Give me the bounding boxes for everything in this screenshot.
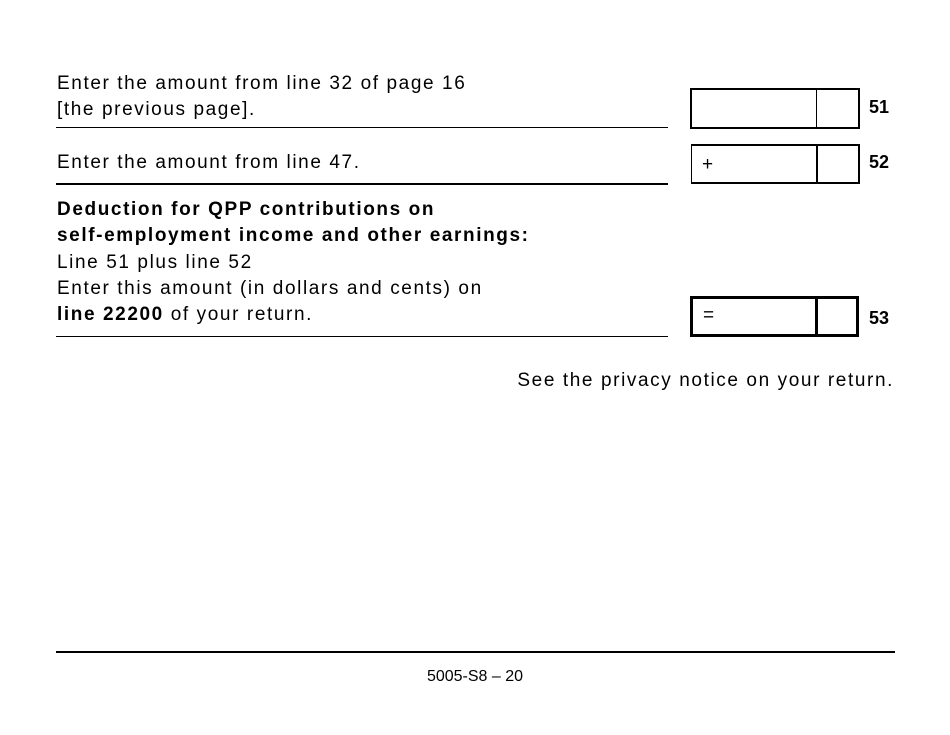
line-53-text: Line 51 plus line 52 [57,252,253,273]
section-heading: Deduction for QPP contributions on [57,199,436,220]
divider [56,127,668,128]
line-53-instruction: Enter this amount (in dollars and cents) on [57,278,483,299]
plus-sign: + [702,154,714,175]
divider [56,183,668,185]
line-52-text: Enter the amount from line 47. [57,152,361,173]
line-53-instruction-cont [57,302,313,328]
line-52-amount-field[interactable] [691,144,860,184]
privacy-notice: See the privacy notice on your return. [517,370,894,391]
line-51-amount-field[interactable] [690,88,860,129]
line-51-text: Enter the amount from line 32 of page 16 [57,73,467,94]
page-footer: 5005-S8 – 20 [426,668,524,685]
line-number-53: 53 [869,308,890,328]
footer-rule [56,651,895,653]
line-53-amount-field[interactable] [690,296,859,337]
divider [56,336,668,337]
line-51-text-cont: [the previous page]. [57,99,256,120]
line-number-51: 51 [869,97,890,117]
line-number-52: 52 [869,152,890,172]
section-heading-cont: self-employment income and other earnings: [57,225,530,246]
equals-sign: = [703,305,715,326]
line-53-instruction-rest: of your return. [163,304,313,325]
line-reference: line 22200 [57,304,164,325]
